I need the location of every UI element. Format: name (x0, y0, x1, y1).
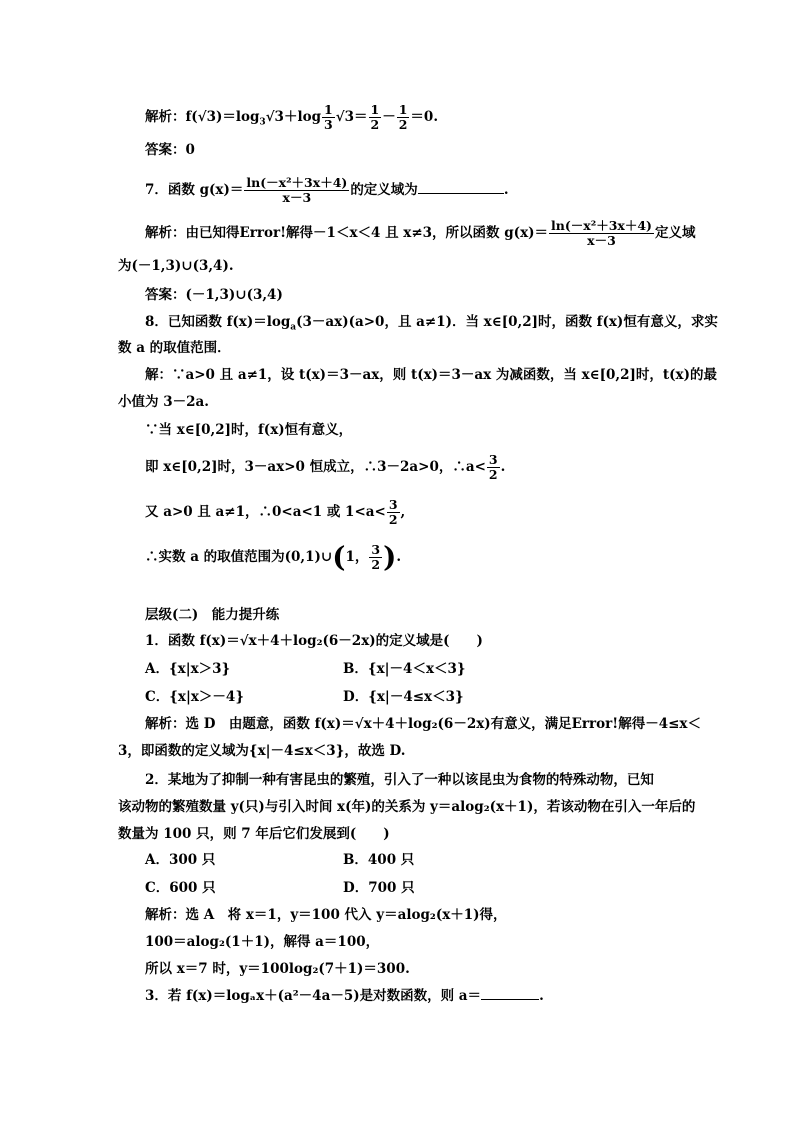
frac-den: x－3 (587, 233, 616, 248)
frac-num: 3 (388, 497, 398, 512)
q8-stem-line1 (145, 313, 718, 337)
q6-solution (145, 103, 438, 132)
q7-answer: 答案：(－1,3)∪(3,4) (145, 287, 283, 303)
p1-stem: 1．函数 f(x)＝√x＋4＋log₂(6－2x)的定义域是( ) (145, 633, 483, 649)
frac-den: 2 (388, 512, 398, 527)
p1-option-d[interactable]: D．{x|－4≤x＜3} (343, 689, 464, 705)
frac-num: ln(－x²＋3x＋4) (551, 218, 652, 233)
q8-sol-line1: 解：∵a>0 且 a≠1，设 t(x)＝3－ax，则 t(x)＝3－ax 为减函数，当 x∈[0,2]时，t(x)的最 (145, 367, 717, 383)
q8-sol6-frac (369, 543, 382, 572)
q6-sol-minus: － (382, 109, 396, 125)
q7-sol-a: 解析：由已知得Error!解得－1＜x＜4 且 x≠3，所以函数 g(x)＝ (145, 225, 549, 241)
q8-sol-line2: 小值为 3－2a. (118, 394, 209, 410)
frac-num: ln(－x²＋3x＋4) (246, 175, 348, 190)
p2-stem-line2: 该动物的繁殖数量 y(只)与引入时间 x(年)的关系为 y＝alog₂(x＋1)，若该动物在引入一年后的 (118, 799, 696, 815)
q7-sol-fraction (549, 219, 654, 248)
p1-sol-line1: 解析：选 D 由题意，函数 f(x)＝√x＋4＋log₂(6－2x)有意义，满足Error!解得－4≤x＜ (145, 716, 701, 732)
q6-frac-half-b (397, 103, 410, 132)
frac-den: x－3 (282, 190, 312, 205)
frac-den: 2 (371, 557, 381, 572)
q8-stem-line2: 数 a 的取值范围． (118, 340, 231, 356)
frac-num: 3 (488, 452, 498, 467)
q6-sol-text-b: √3＋log (265, 109, 322, 125)
q8-stem-b: (3－ax)(a>0，且 a≠1)．当 x∈[0,2]时，函数 f(x)恒有意义，求实 (296, 314, 718, 330)
p2-sol-line2: 100＝alog₂(1＋1)，解得 a＝100， (145, 934, 380, 950)
q6-sol-text-d: ＝0. (410, 109, 439, 125)
q8-sol4-text: 即 x∈[0,2]时，3－ax>0 恒成立，∴3－2a>0，∴a< (145, 459, 486, 475)
q8-sol5-frac (387, 498, 400, 527)
p3-stem-end: . (539, 988, 544, 1004)
frac-den: 2 (370, 117, 380, 132)
p2-option-d[interactable]: D．700 只 (343, 880, 415, 896)
frac-num: 1 (324, 102, 333, 117)
q8-sol-line6 (145, 540, 402, 574)
p1-sol-line2: 3，即函数的定义域为{x|－4≤x＜3}，故选 D. (118, 743, 406, 759)
p2-sol-line3: 所以 x＝7 时，y＝100log₂(7＋1)＝300. (145, 961, 410, 977)
p2-option-a[interactable]: A．300 只 (145, 852, 216, 868)
p2-stem-line1: 2．某地为了抑制一种有害昆虫的繁殖，引入了一种以该昆虫为食物的特殊动物，已知 (145, 772, 654, 788)
q7-stem-end: . (503, 182, 509, 198)
q7-solution (145, 219, 695, 248)
q6-sol-text-a: f(√3)＝log (185, 109, 260, 125)
q8-sol4-frac (487, 453, 500, 482)
q8-sol4-end: . (500, 459, 506, 475)
q8-sol6-end: . (396, 549, 402, 565)
q7-sol-b: 定义域 (654, 225, 696, 241)
p2-sol-line1: 解析：选 A 将 x＝1，y＝100 代入 y＝alog₂(x＋1)得， (145, 907, 507, 923)
p3-stem-text: 3．若 f(x)＝logₐx＋(a²－4a－5)是对数函数，则 a＝ (145, 988, 482, 1004)
right-paren: ) (383, 540, 397, 574)
p3-stem (145, 987, 544, 1005)
p1-option-a[interactable]: A．{x|x＞3} (145, 661, 231, 677)
q8-sol-line5 (145, 498, 405, 527)
q6-frac-half-a (369, 103, 382, 132)
q7-stem (145, 176, 509, 205)
q8-sol6-a: 1， (345, 549, 369, 565)
p1-option-b[interactable]: B．{x|－4＜x＜3} (343, 661, 466, 677)
frac-num: 1 (398, 102, 408, 117)
frac-num: 3 (371, 542, 381, 557)
q7-stem-a: 7．函数 g(x)＝ (145, 182, 244, 198)
q8-stem-a: 8．已知函数 f(x)＝log (145, 314, 291, 330)
q6-frac-1-3 (322, 103, 335, 132)
frac-den: 3 (324, 117, 333, 132)
frac-den: 2 (488, 467, 498, 482)
frac-num: 1 (370, 102, 380, 117)
p2-option-b[interactable]: B．400 只 (343, 852, 415, 868)
p1-option-c[interactable]: C．{x|x＞－4} (145, 689, 245, 705)
q6-sol-sub: 3 (259, 117, 266, 128)
frac-den: 2 (398, 117, 408, 132)
q6-solution-label: 解析： (145, 109, 186, 125)
q7-stem-b: 的定义域为 (350, 182, 418, 198)
left-paren: ( (332, 540, 346, 574)
q6-answer: 答案：0 (145, 142, 195, 158)
q7-answer-blank[interactable] (418, 193, 504, 194)
p2-option-c[interactable]: C．600 只 (145, 880, 216, 896)
q8-sol6-text: ∴实数 a 的取值范围为(0,1)∪ (145, 549, 333, 565)
p3-answer-blank[interactable] (481, 999, 539, 1000)
q8-sol5-text: 又 a>0 且 a≠1，∴0<a<1 或 1<a< (145, 504, 386, 520)
q6-sol-text-c: √3＝ (335, 109, 368, 125)
q7-solution-line2: 为(－1,3)∪(3,4). (118, 258, 234, 274)
p2-stem-line3: 数量为 100 只，则 7 年后它们发展到( ) (118, 826, 390, 842)
section-title: 层级(二) 能力提升练 (145, 607, 280, 623)
q8-sol5-end: , (400, 504, 406, 520)
q8-stem-sub: a (290, 322, 297, 333)
q8-sol-line3: ∵当 x∈[0,2]时，f(x)恒有意义， (145, 422, 353, 438)
q7-stem-fraction (244, 176, 349, 205)
q8-sol-line4 (145, 453, 505, 482)
